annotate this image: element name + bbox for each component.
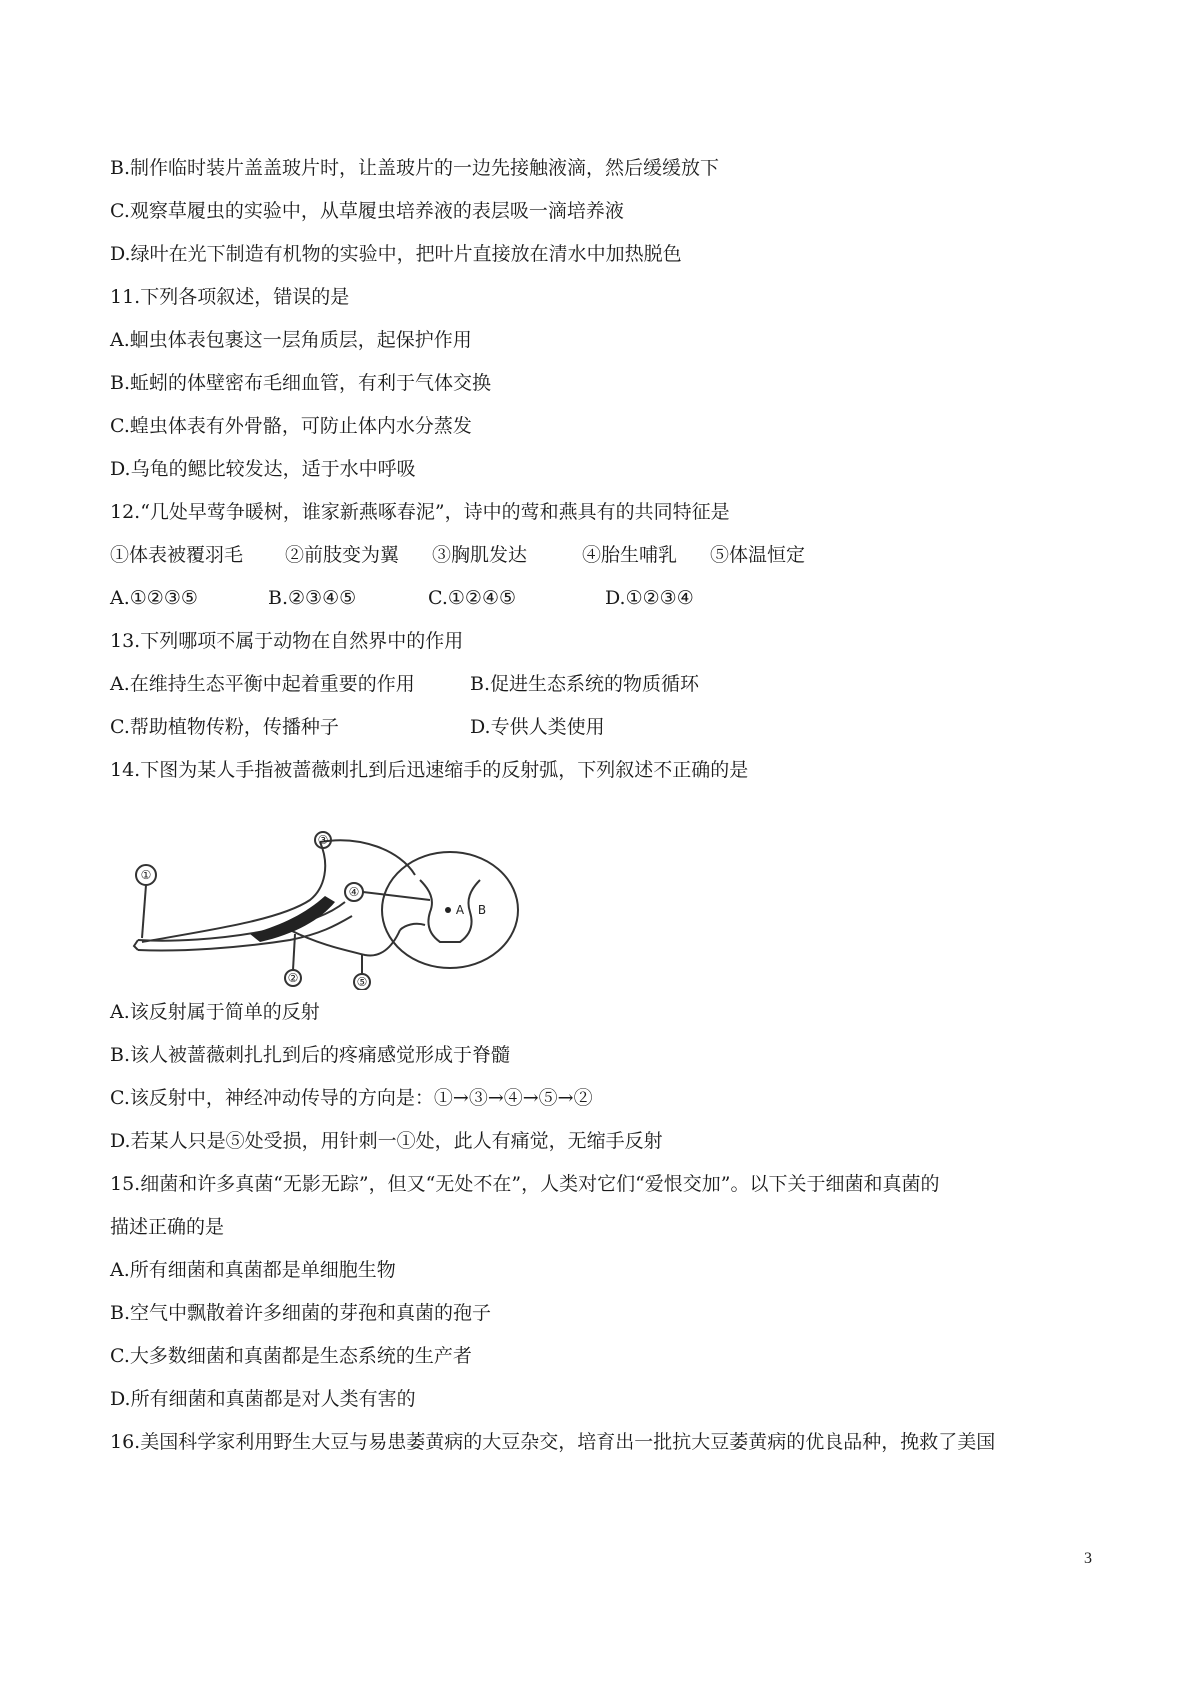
q15-option-d: D.所有细菌和真菌都是对人类有害的 [110, 1388, 416, 1410]
q15-option-c: C.大多数细菌和真菌都是生态系统的生产者 [110, 1345, 472, 1367]
q12-option-d: D.①②③④ [605, 587, 694, 609]
q13-option-b: B.促进生态系统的物质循环 [470, 673, 700, 695]
q12-stem: 12.“几处早莺争暖树，谁家新燕啄春泥”，诗中的莺和燕具有的共同特征是 [110, 501, 730, 523]
motor-nerve [290, 930, 400, 956]
page-number: 3 [1084, 1550, 1092, 1567]
q15-stem-line2: 描述正确的是 [110, 1216, 225, 1238]
q12-option-a: A.①②③⑤ [110, 587, 198, 609]
q10-option-c: C.观察草履虫的实验中，从草履虫培养液的表层吸一滴培养液 [110, 200, 624, 222]
q13-option-d: D.专供人类使用 [470, 716, 605, 738]
q13-options-row1 [110, 672, 1010, 696]
q13-options-row2 [110, 715, 1010, 739]
q14-stem: 14.下图为某人手指被蔷薇刺扎到后迅速缩手的反射弧，下列叙述不正确的是 [110, 759, 749, 781]
arm-lower-edge [138, 916, 352, 951]
q13-option-c: C.帮助植物传粉，传播种子 [110, 716, 339, 738]
label-1: ① [140, 868, 152, 882]
q15-stem-line1: 15.细菌和许多真菌“无影无踪”，但又“无处不在”，人类对它们“爱恨交加”。以下关于细菌和真菌的 [110, 1173, 940, 1195]
feature-3: ③胸肌发达 [432, 544, 528, 566]
interneuron-dot [445, 907, 451, 913]
q15-option-b: B.空气中飘散着许多细菌的芽孢和真菌的孢子 [110, 1302, 492, 1324]
label-a: A [455, 903, 465, 917]
q14-option-c: C.该反射中，神经冲动传导的方向是：①→③→④→⑤→② [110, 1087, 593, 1109]
q16-stem: 16.美国科学家利用野生大豆与易患萎黄病的大豆杂交，培育出一批抗大豆萎黄病的优良品种，挽救了美国 [110, 1431, 996, 1453]
q10-option-b: B.制作临时装片盖盖玻片时，让盖玻片的一边先接触液滴，然后缓缓放下 [110, 157, 720, 179]
q14-option-a: A.该反射属于简单的反射 [110, 1001, 320, 1023]
q13-option-a: A.在维持生态平衡中起着重要的作用 [110, 673, 415, 695]
q11-option-b: B.蚯蚓的体壁密布毛细血管，有利于气体交换 [110, 372, 492, 394]
q14-option-d: D.若某人只是⑤处受损，用针刺一①处，此人有痛觉，无缩手反射 [110, 1130, 663, 1152]
label-2: ② [287, 971, 299, 985]
feature-2: ②前肢变为翼 [285, 544, 400, 566]
q10-option-d: D.绿叶在光下制造有机物的实验中，把叶片直接放在清水中加热脱色 [110, 243, 682, 265]
q13-stem: 13.下列哪项不属于动物在自然界中的作用 [110, 630, 464, 652]
q15-option-a: A.所有细菌和真菌都是单细胞生物 [110, 1259, 396, 1281]
label-5: ⑤ [356, 975, 368, 989]
q12-option-b: B.②③④⑤ [268, 587, 357, 609]
ventral-root [400, 924, 425, 930]
label-line-4 [363, 892, 430, 900]
q11-stem: 11.下列各项叙述，错误的是 [110, 286, 350, 308]
finger-tip [134, 940, 138, 950]
label-3: ③ [317, 833, 329, 847]
feature-5: ⑤体温恒定 [710, 544, 806, 566]
feature-1: ①体表被覆羽毛 [110, 544, 244, 566]
q11-option-c: C.蝗虫体表有外骨骼，可防止体内水分蒸发 [110, 415, 472, 437]
q11-option-d: D.乌龟的鳃比较发达，适于水中呼吸 [110, 458, 416, 480]
feature-4: ④胎生哺乳 [582, 544, 678, 566]
label-line-1 [142, 885, 146, 938]
q14-option-b: B.该人被蔷薇刺扎扎到后的疼痛感觉形成于脊髓 [110, 1044, 511, 1066]
label-4: ④ [348, 885, 360, 899]
q12-option-c: C.①②④⑤ [428, 587, 517, 609]
q12-options [110, 586, 1010, 610]
q12-features [110, 543, 1010, 567]
reflex-arc-figure [130, 830, 530, 990]
label-b: B [477, 903, 487, 917]
q11-option-a: A.蛔虫体表包裹这一层角质层，起保护作用 [110, 329, 472, 351]
